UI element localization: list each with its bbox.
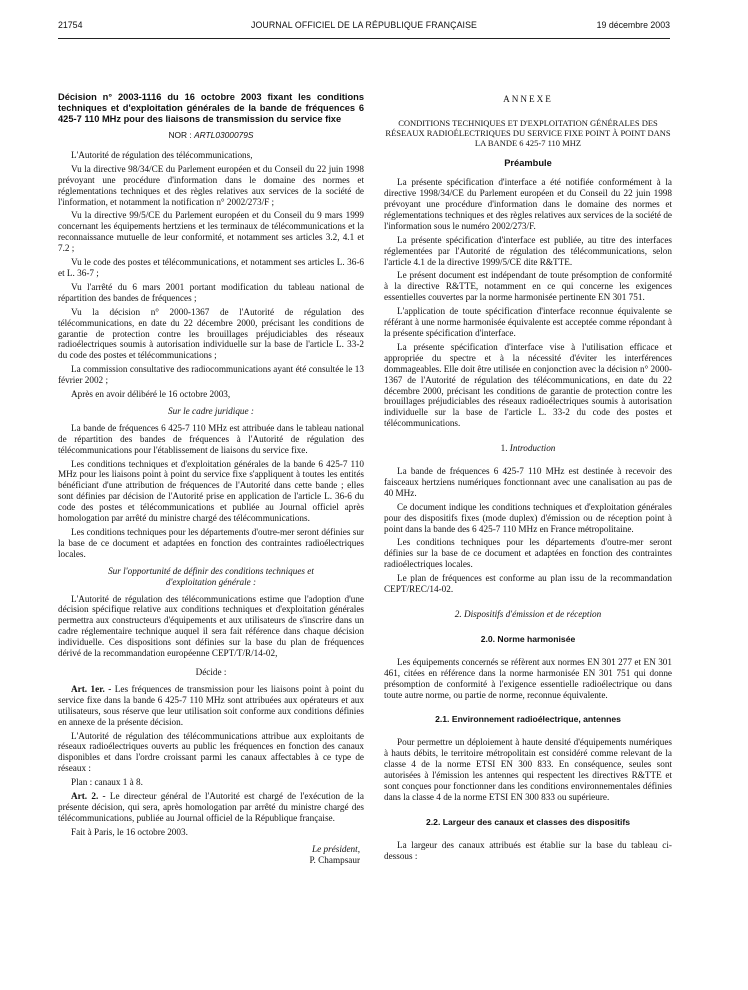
paragraph: L'Autorité de régulation des télécommunications attribue aux exploitants de réseaux radioélectriques ouverts au public les fréquences en fonction des canaux disponibles et dans l'ordre croissant parmi les canaux affectables à ce type de réseaux :	[58, 730, 364, 774]
decision-title: Décision n° 2003-1116 du 16 octobre 2003 fixant les conditions techniques et d'exploitation générales de la bande de fréquences 6 425-7 110 MHz pour des liaisons de transmission du service fixe	[58, 92, 364, 124]
section-2-0-heading: 2.0. Norme harmonisée	[480, 633, 576, 644]
nor-label: NOR :	[168, 130, 195, 140]
paragraph: Vu le code des postes et télécommunications, et notamment ses articles L. 36-6 et L. 36-7 ;	[58, 257, 364, 278]
annexe-heading: ANNEXE	[503, 94, 553, 104]
paragraph: Les équipements concernés se réfèrent aux normes EN 301 277 et EN 301 461, citées en référence dans la norme harmonisée EN 301 751 qui donne présomption de conformité à l'exigence essentielle radioélectrique ou dans toute autre norme, ou partie de norme, reconnue équivalente.	[384, 656, 672, 700]
paragraph: Vu la décision n° 2000-1367 de l'Autorité de régulation des télécommunications, en date du 22 décembre 2000, précisant les conditions de garantie de protection contre les brouillages préjudiciables des réseaux radioélectriques soumis à autorisation individuelle sur la base de l'article L. 33-2 du code des postes et télécommunications ;	[58, 306, 364, 361]
page-header	[58, 20, 670, 34]
annexe-title: CONDITIONS TECHNIQUES ET D'EXPLOITATION GÉNÉRALES DES RÉSEAUX RADIOÉLECTRIQUES DU SERVICE FIXE POINT À POINT DANS LA BANDE 6 425-7 110 MHZ	[385, 117, 671, 148]
section-2-1-heading: 2.1. Environnement radioélectrique, antennes	[435, 714, 621, 725]
paragraph: Plan : canaux 1 à 8.	[71, 777, 143, 788]
article-1-text: Les fréquences de transmission pour les liaisons point à point du service fixe dans la bande 6 425-7 110 MHz sont attribuées aux opérateurs et aux utilisateurs, sous réserve que leur utilisation soit conforme aux conditions définies en annexe de la présente décision.	[58, 683, 364, 727]
article-1	[58, 684, 364, 728]
paragraph: Le présent document est indépendant de toute présomption de conformité à la directive R&TTE, notamment en ce qui concerne les exigences essentielles couvertes par la norme harmonisée pertinente EN 301 751.	[384, 270, 672, 303]
paragraph: Le plan de fréquences est conforme au plan issu de la recommandation CEPT/REC/14-02.	[384, 573, 672, 595]
subheading-opportunity: Sur l'opportunité de définir des conditions techniques et d'exploitation générale :	[108, 565, 314, 587]
paragraph: Les conditions techniques pour les départements d'outre-mer seront définies sur la base de ce document et adaptées en fonction des contraintes radioélectriques locales.	[58, 527, 364, 559]
paragraph: Ce document indique les conditions techniques et d'exploitation générales pour des dispositifs fixes (mode duplex) d'émission ou de réception point à point dans la bande des 6 425-7 110 MHz en France métropolitaine.	[384, 501, 672, 534]
paragraph: Les conditions techniques pour les départements d'outre-mer seront définies sur la base de ce document et adaptées en fonction des contraintes radioélectriques locales.	[384, 537, 672, 570]
section-1-heading	[384, 443, 672, 454]
signature-block	[58, 844, 364, 866]
article-2	[58, 791, 364, 824]
header-rule	[58, 38, 670, 39]
section-1-number: 1.	[500, 443, 510, 454]
paragraph: L'Autorité de régulation des télécommunications,	[71, 149, 253, 160]
paragraph: La présente spécification d'interface vise à l'utilisation efficace et appropriée du spectre et à la nécessité d'éviter les interférences dommageables. Elle doit être utilisée en conjonction avec la décision n° 2000-1367 de l'Autorité de régulation des télécommunications, en date du 22 décembre 2000, précisant les conditions de garantie de protection contre les brouillages préjudiciables des réseaux radioélectriques soumis à autorisation individuelle sur la base de l'article L. 33-2 du code des postes et télécommunications.	[384, 341, 672, 429]
section-1-title: Introduction	[509, 443, 556, 454]
nor-value: ARTL0300079S	[194, 130, 254, 140]
nor-reference	[58, 130, 364, 141]
paragraph: L'Autorité de régulation des télécommunications estime que l'adoption d'une décision spécifique relative aux conditions techniques et d'exploitation générales permettra aux constructeurs d'équipements et aux utilisateurs de s'inscrire dans un cadre réglementaire technique auquel il sera fait référence dans chaque décision individuelle. Ces dispositions sont définies sur la base du plan de fréquences dérivé de la recommandation européenne CEPT/T/R/14-02,	[58, 593, 364, 659]
paragraph: Vu la directive 98/34/CE du Parlement européen et du Conseil du 22 juin 1998 prévoyant une procédure d'information dans le domaine des normes et réglementations techniques et des règles relatives aux services de la société de l'information, et notamment la notification n° 2002/273/F ;	[58, 163, 364, 207]
article-2-text: Le directeur général de l'Autorité est chargé de l'exécution de la présente décision, qui sera, après homologation par arrêté du ministre chargé des télécommunications, publiée au Journal officiel de la République française.	[58, 791, 364, 823]
signature-place-date: Fait à Paris, le 16 octobre 2003.	[71, 826, 188, 837]
paragraph: Vu l'arrêté du 6 mars 2001 portant modification du tableau national de répartition des bandes de fréquences ;	[58, 281, 364, 303]
paragraph: La présente spécification d'interface a été notifiée conformément à la directive 1998/34/CE du Parlement européen et du Conseil du 22 juin 1998 prévoyant une procédure d'information dans le domaine des normes et réglementations techniques et des règles relatives aux services de la société de l'information sous le numéro 2002/273/F.	[384, 177, 672, 231]
issue-date: 19 décembre 2003	[596, 20, 670, 30]
paragraph: La présente spécification d'interface est publiée, au titre des interfaces réglementées par l'Autorité de régulation des télécommunications, selon l'article 4.1 de la directive 1999/5/CE dite R&TTE.	[384, 234, 672, 267]
journal-title: JOURNAL OFFICIEL DE LA RÉPUBLIQUE FRANÇAISE	[250, 20, 478, 30]
page-number: 21754	[58, 20, 83, 30]
article-2-label: Art. 2. -	[71, 791, 106, 802]
section-2-2-heading: 2.2. Largeur des canaux et classes des dispositifs	[426, 816, 630, 827]
paragraph: Pour permettre un déploiement à haute densité d'équipements numériques à hauts débits, le territoire métropolitain est considéré comme relevant de la classe 4 de la norme ETSI EN 300 833. En conséquence, seules sont autorisées à l'émission les antennes qui respectent les directives R&TTE et sont conçues pour fonctionner dans les conditions environnementales définies dans la classe 4 de la norme ETSI EN 300 833 ou supérieure.	[384, 737, 672, 802]
signatory-name: P. Champsaur	[309, 854, 360, 865]
left-column	[58, 92, 364, 866]
right-column	[384, 92, 672, 865]
paragraph: La bande de fréquences 6 425-7 110 MHz est attribuée dans le tableau national de répartition des bandes de fréquences à l'Autorité de régulation des télécommunications pour l'établissement de liaisons du service fixe.	[58, 422, 364, 455]
paragraph: La bande de fréquences 6 425-7 110 MHz est destinée à recevoir des faisceaux hertziens numériques fonctionnant avec une canalisation au pas de 40 MHz.	[384, 466, 672, 498]
paragraph: L'application de toute spécification d'interface reconnue équivalente se référant à une norme harmonisée équivalente est acceptée comme répondant à la présente spécification d'interface.	[384, 306, 672, 338]
section-2-heading: 2. Dispositifs d'émission et de réception	[454, 609, 602, 620]
paragraph: La largeur des canaux attribués est établie sur la base du tableau ci-dessous :	[384, 839, 672, 861]
preamble-heading: Préambule	[504, 158, 552, 169]
subheading-legal-framework: Sur le cadre juridique :	[168, 405, 254, 416]
paragraph: Vu la directive 99/5/CE du Parlement européen et du Conseil du 9 mars 1999 concernant les équipements hertziens et les terminaux de télécommunications et la reconnaissance mutuelle de leur conformité, et notamment ses articles 3.2, 4.1 et 7.2 ;	[58, 210, 364, 254]
signatory-title: Le président,	[312, 843, 360, 854]
article-1-label: Art. 1er. -	[71, 683, 112, 694]
paragraph: Les conditions techniques et d'exploitation générales de la bande 6 425-7 110 MHz pour les liaisons point à point du service fixe s'appliquent à toutes les entités bénéficiant d'une attribution de fréquences de l'Autorité dans cette bande ; elles sont définies par décision de l'Autorité prise en application de l'article L. 36-6 du code des postes et télécommunications et publiée au Journal officiel après homologation par arrêté du ministre chargé des télécommunications.	[58, 458, 364, 524]
decide-heading: Décide :	[195, 666, 227, 677]
paragraph: Après en avoir délibéré le 16 octobre 2003,	[71, 389, 231, 400]
paragraph: La commission consultative des radiocommunications ayant été consultée le 13 février 2002 ;	[58, 364, 364, 386]
